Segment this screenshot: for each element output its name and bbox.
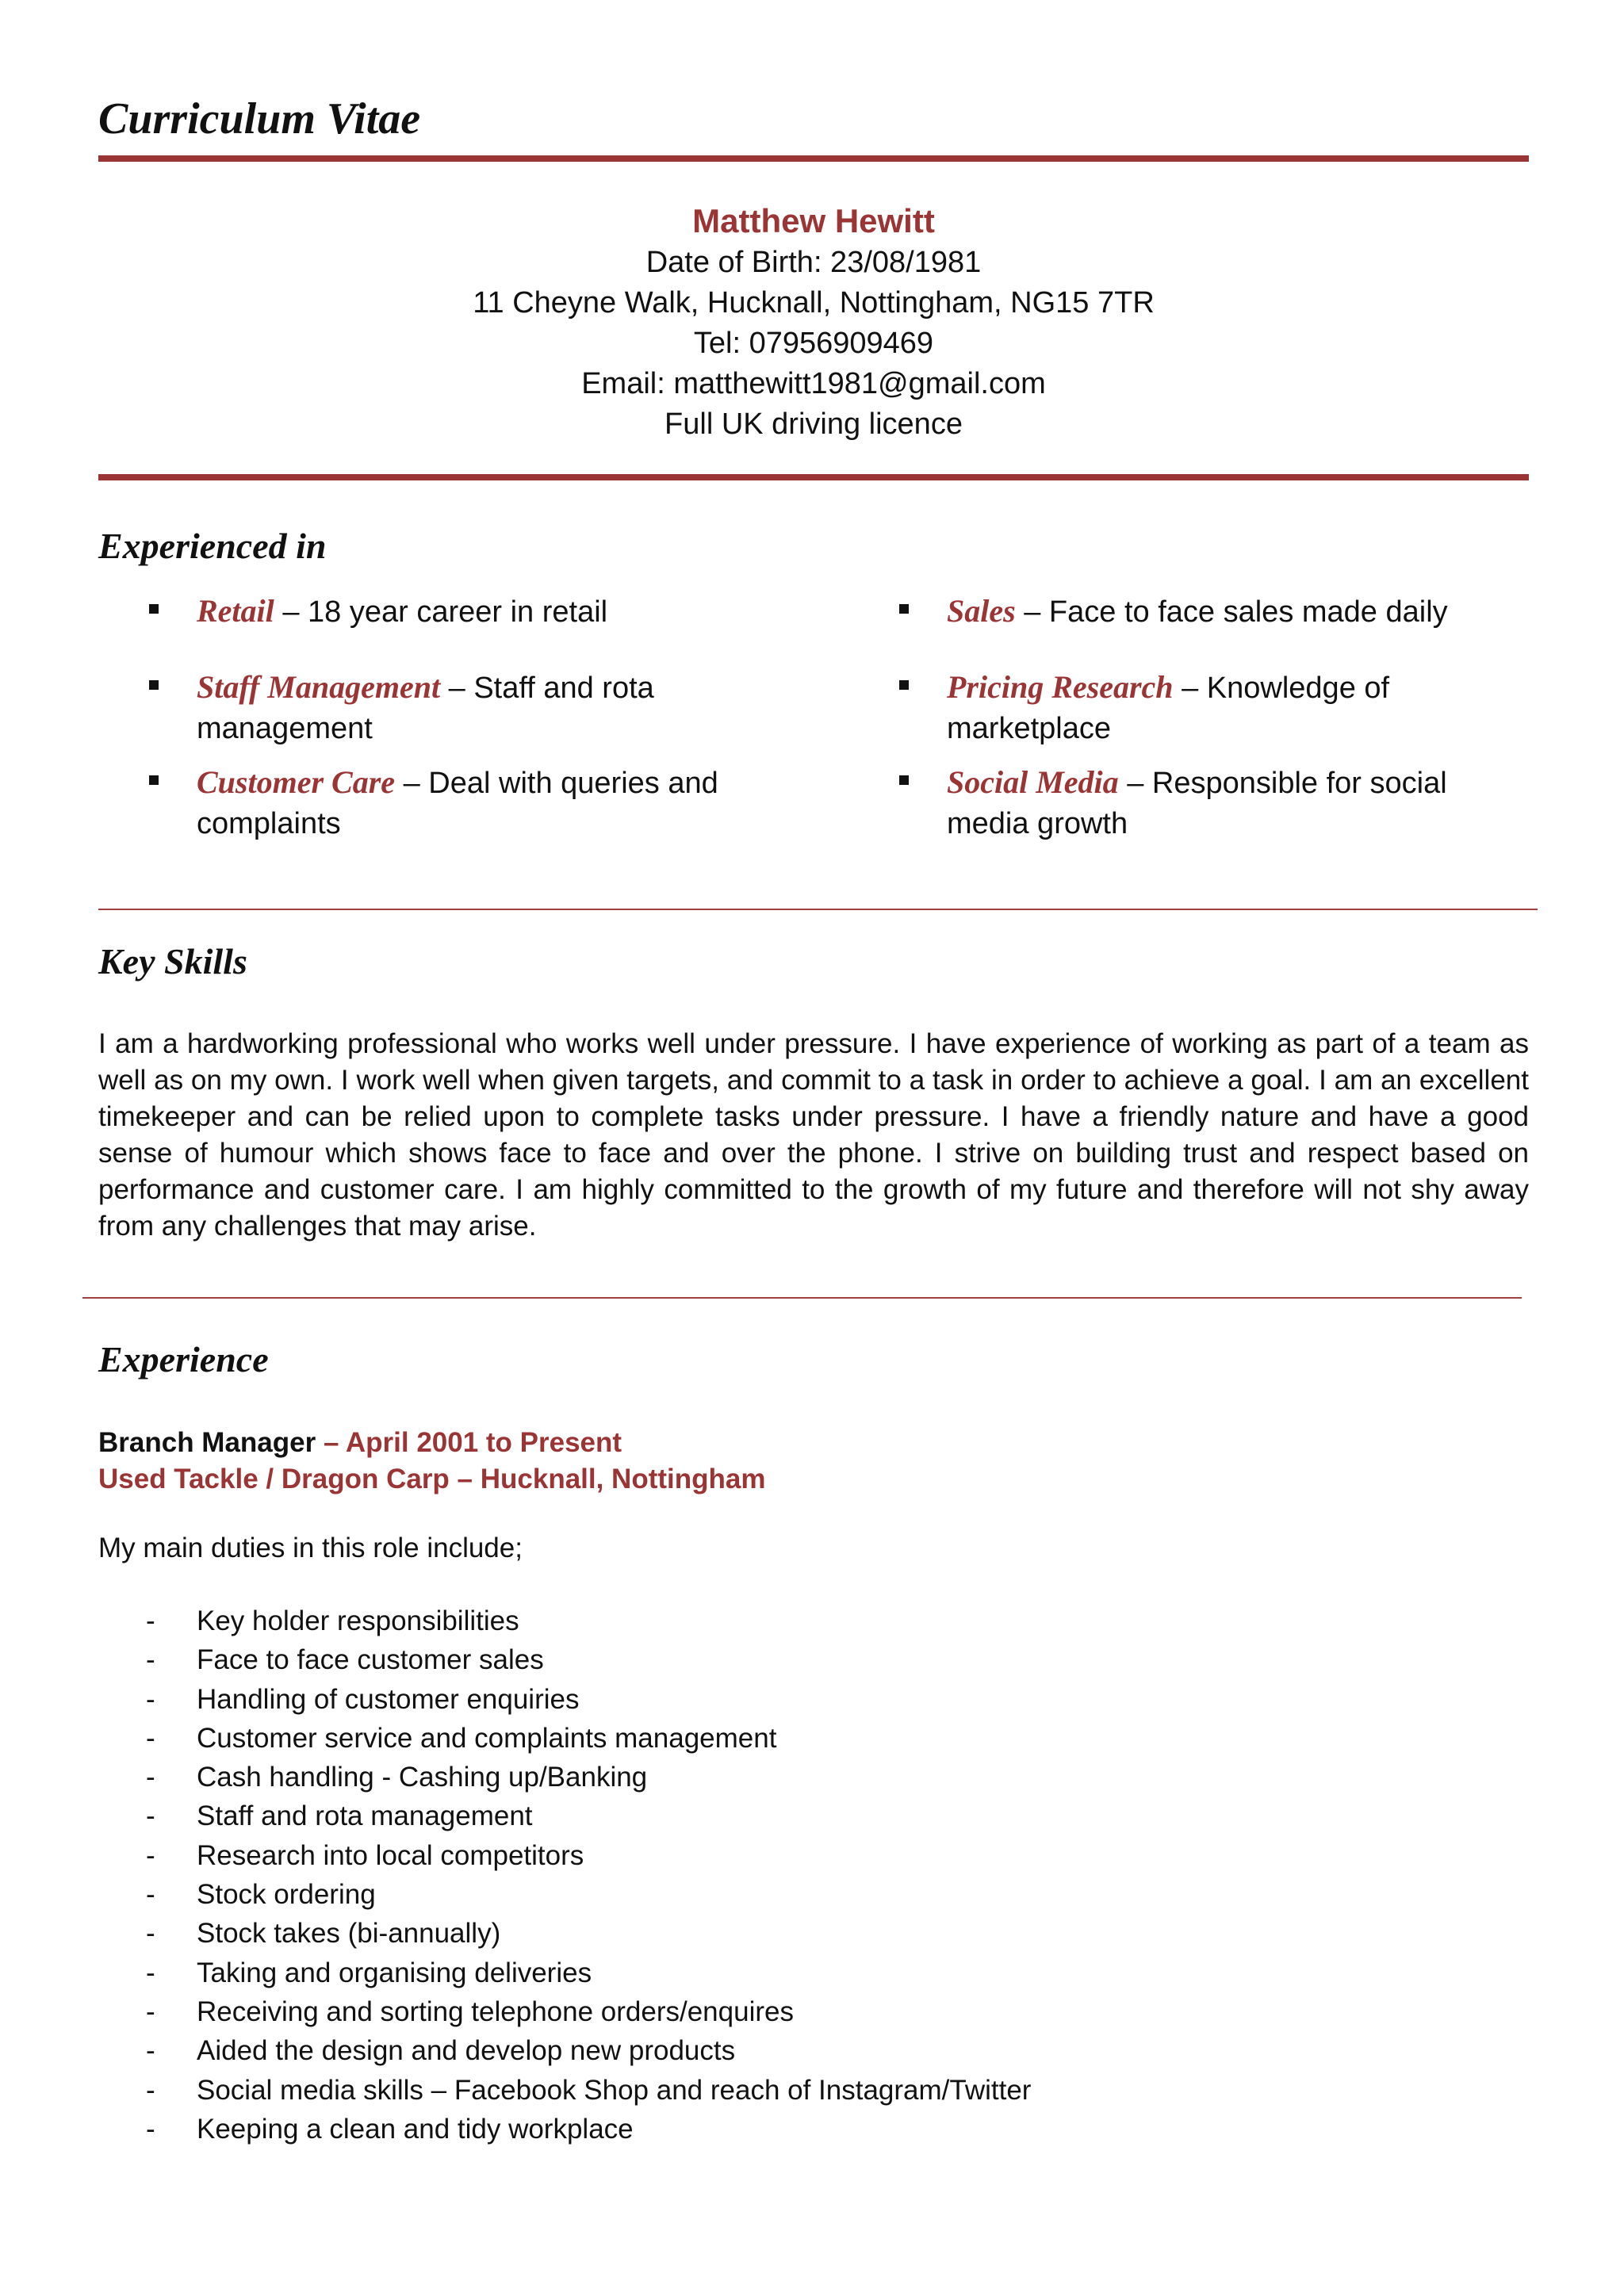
dash-bullet: - [146,2074,155,2106]
experience-item-desc: – Responsible for social media growth [947,767,1447,840]
square-bullet-icon [149,680,159,690]
square-bullet-icon [149,604,159,614]
experienced-in-heading: Experienced in [98,526,327,566]
dash-bullet: - [146,1996,155,2027]
dash-bullet: - [146,2035,155,2067]
section-divider [82,1297,1522,1299]
key-skills-paragraph: I am a hardworking professional who works well under pressure. I have experience of working as part of a team as well as on my own. I work well when given targets, and commit to a task in order to achieve a goal. I am an excellent timekeeper and can be relied upon to complete tasks under pressure. I have a friendly nature and have a good sense of humour which shows face to face and over the phone. I strive on building trust and respect based on performance and customer care. I am highly committed to the growth of my future and therefore will not shy away from any challenges that may arise. [98,1028,1529,1242]
list-item [98,1797,1367,1835]
list-item [98,2110,1367,2149]
job-dates: – April 2001 to Present [316,1427,622,1458]
dash-bullet: - [146,1722,155,1754]
duty-text: Customer service and complaints management [197,1722,777,1754]
duty-text: Stock takes (bi-annually) [197,1918,501,1950]
experience-item-desc: – Staff and rota management [197,672,654,745]
dash-bullet: - [146,1918,155,1950]
document-title: Curriculum Vitae [98,94,421,144]
duty-text: Stock ordering [197,1879,376,1911]
experience-item-desc: – 18 year career in retail [274,595,608,629]
dash-bullet: - [146,1839,155,1871]
duty-text: Keeping a clean and tidy workplace [197,2113,634,2145]
duty-text: Face to face customer sales [197,1644,544,1676]
experience-heading: Experience [98,1339,269,1380]
top-divider [98,155,1529,162]
contact-header [98,200,1529,445]
list-item [98,1758,1367,1797]
experience-item-name: Staff Management [197,669,441,705]
list-item [98,1875,1367,1914]
experience-item-desc: – Face to face sales made daily [1015,595,1448,629]
driving-licence: Full UK driving licence [665,408,963,441]
dash-bullet: - [146,1644,155,1676]
telephone: Tel: 07956909469 [693,327,934,360]
list-item [98,1836,1367,1875]
dash-bullet: - [146,1957,155,1988]
list-item [98,1680,1367,1719]
square-bullet-icon [899,680,909,690]
experience-item-desc: – Knowledge of marketplace [947,672,1390,745]
duty-text: Cash handling - Cashing up/Banking [197,1762,648,1793]
list-item [98,1992,1367,2031]
duty-text: Taking and organising deliveries [197,1957,592,1988]
duty-text: Research into local competitors [197,1839,584,1871]
duty-text: Staff and rota management [197,1800,533,1832]
experience-item-name: Pricing Research [947,669,1174,705]
duty-text: Aided the design and develop new products [197,2035,736,2067]
date-of-birth: Date of Birth: 23/08/1981 [645,246,982,279]
list-item [98,1719,1367,1758]
duty-text: Key holder responsibilities [197,1605,519,1636]
experience-item-desc: – Deal with queries and complaints [197,767,718,840]
list-item [98,1640,1367,1679]
dash-bullet: - [146,1879,155,1911]
list-item [98,1954,1367,1992]
email: Email: matthewitt1981@gmail.com [581,367,1046,400]
list-item [98,2071,1367,2110]
job-title: Branch Manager [98,1427,316,1458]
experience-item-name: Retail [197,593,274,629]
dash-bullet: - [146,1605,155,1636]
duty-text: Social media skills – Facebook Shop and reach of Instagram/Twitter [197,2074,1032,2106]
square-bullet-icon [149,775,159,785]
list-item [98,1601,1367,1640]
dash-bullet: - [146,1683,155,1715]
dash-bullet: - [146,1762,155,1793]
square-bullet-icon [899,775,909,785]
section-divider [98,909,1538,910]
duty-text: Handling of customer enquiries [197,1683,580,1715]
experience-item-name: Sales [947,593,1016,629]
job-title-line [98,1425,622,1461]
employer: Used Tackle / Dragon Carp – Hucknall, Nottingham [98,1464,766,1494]
list-item [98,1914,1367,1953]
square-bullet-icon [899,604,909,614]
experience-item-name: Customer Care [197,764,396,800]
experience-item-name: Social Media [947,764,1119,800]
dash-bullet: - [146,1800,155,1832]
candidate-name: Matthew Hewitt [692,202,935,239]
duty-text: Receiving and sorting telephone orders/enquires [197,1996,794,2027]
duties-list [98,1601,1367,2149]
duties-intro: My main duties in this role include; [98,1533,523,1563]
address: 11 Cheyne Walk, Hucknall, Nottingham, NG15 7TR [473,286,1155,320]
key-skills-heading: Key Skills [98,941,247,982]
dash-bullet: - [146,2113,155,2145]
list-item [98,2031,1367,2070]
header-bottom-divider [98,474,1529,480]
